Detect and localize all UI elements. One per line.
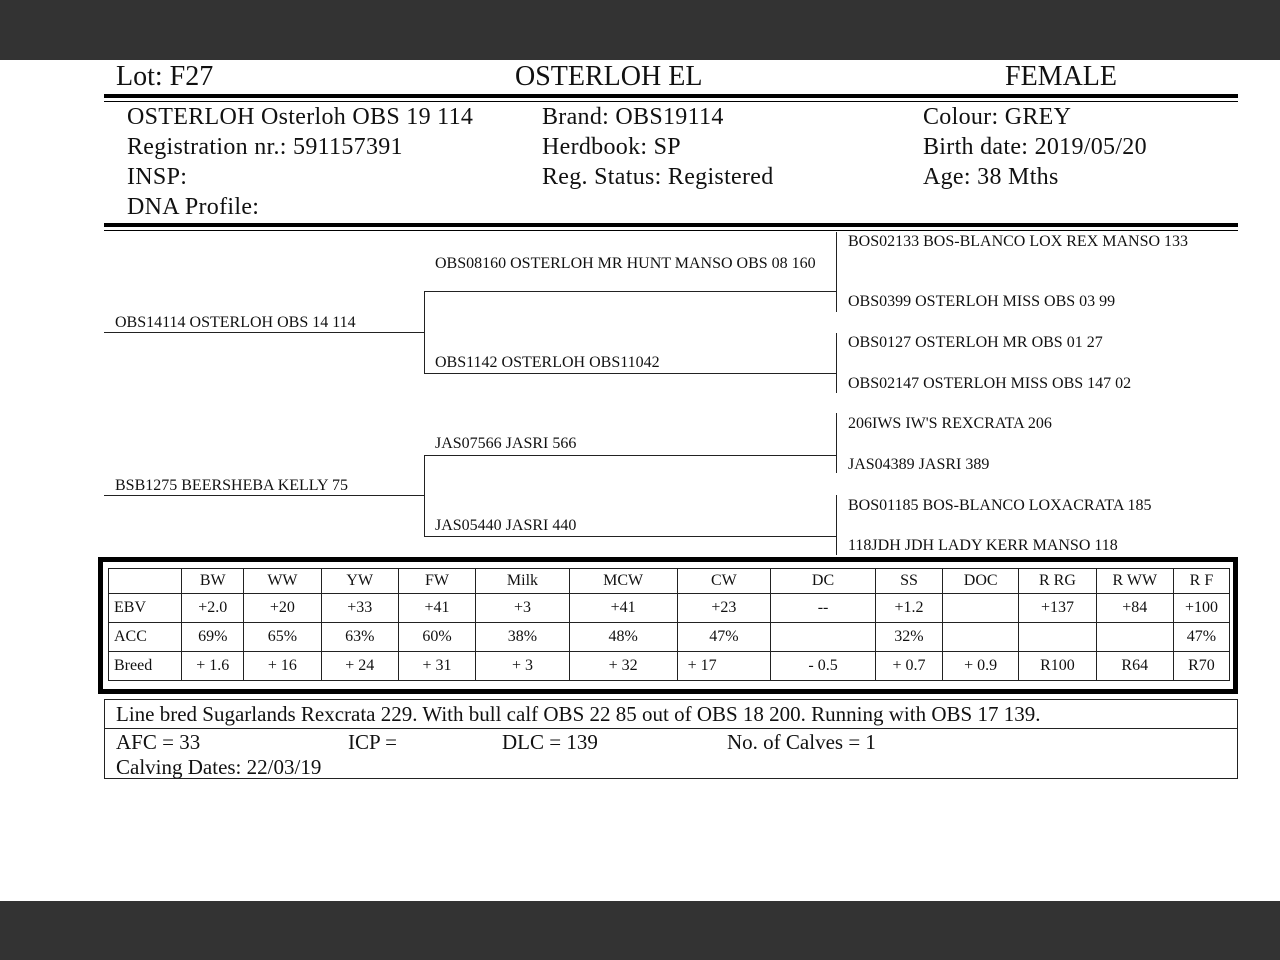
ebv-header-cell: BW xyxy=(182,569,244,594)
acc-cell xyxy=(1096,623,1173,652)
reg-status: Reg. Status: Registered xyxy=(542,164,774,190)
ebv-header-cell: R F xyxy=(1173,569,1229,594)
lot-number: Lot: F27 xyxy=(116,61,214,92)
ebv-header-cell: R RG xyxy=(1019,569,1096,594)
insp: INSP: xyxy=(127,164,188,190)
breed-cell: - 0.5 xyxy=(771,652,876,681)
acc-cell: 32% xyxy=(875,623,942,652)
ebv-cell: +2.0 xyxy=(182,594,244,623)
acc-cell: 38% xyxy=(476,623,570,652)
ebv-header-cell: WW xyxy=(244,569,321,594)
animal-sex: FEMALE xyxy=(1005,61,1117,92)
afc-value: AFC = 33 xyxy=(116,730,201,754)
ebv-cell: -- xyxy=(771,594,876,623)
ebv-row xyxy=(109,594,1230,623)
ebv-cell xyxy=(943,594,1019,623)
acc-row xyxy=(109,623,1230,652)
ebv-header-cell: DC xyxy=(771,569,876,594)
ebv-header-row xyxy=(109,569,1230,594)
pedigree-dam: BSB1275 BEERSHEBA KELLY 75 xyxy=(115,477,348,494)
header-rule-thin xyxy=(104,101,1238,102)
ebv-header-cell: FW xyxy=(398,569,475,594)
bottom-dark-bar xyxy=(0,901,1280,960)
pedigree-ggp-1: BOS02133 BOS-BLANCO LOX REX MANSO 133 xyxy=(848,233,1189,250)
breed-cell: R100 xyxy=(1019,652,1096,681)
breed-cell: + 31 xyxy=(398,652,475,681)
acc-cell xyxy=(1019,623,1096,652)
breed-cell: Breed xyxy=(109,652,182,681)
breed-cell: + 1.6 xyxy=(182,652,244,681)
animal-name: OSTERLOH EL xyxy=(515,61,703,92)
colour: Colour: GREY xyxy=(923,104,1072,130)
ebv-cell: +100 xyxy=(1173,594,1229,623)
notes-divider xyxy=(105,728,1237,729)
breed-cell: R64 xyxy=(1096,652,1173,681)
top-dark-bar xyxy=(0,0,1280,60)
ebv-header-cell: MCW xyxy=(569,569,677,594)
info-rule-thick xyxy=(104,223,1238,227)
acc-cell: 60% xyxy=(398,623,475,652)
dna-profile: DNA Profile: xyxy=(127,194,260,220)
ebv-table xyxy=(108,568,1230,681)
ebv-header-cell: R WW xyxy=(1096,569,1173,594)
pedigree-ggp-6: JAS04389 JASRI 389 xyxy=(848,456,990,473)
acc-cell xyxy=(943,623,1019,652)
ebv-cell: +41 xyxy=(569,594,677,623)
info-rule-thin xyxy=(104,230,1238,231)
comment-text: Line bred Sugarlands Rexcrata 229. With bull calf OBS 22 85 out of OBS 18 200. Running with OBS 17 139. xyxy=(116,702,1041,726)
acc-cell: 69% xyxy=(182,623,244,652)
pedigree-ggp-7: BOS01185 BOS-BLANCO LOXACRATA 185 xyxy=(848,497,1152,514)
ebv-cell: +41 xyxy=(398,594,475,623)
header-rule-thick xyxy=(104,94,1238,98)
ebv-header-cell: SS xyxy=(875,569,942,594)
pedigree-dam-sire: JAS07566 JASRI 566 xyxy=(435,435,577,452)
pedigree-ggp-3: OBS0127 OSTERLOH MR OBS 01 27 xyxy=(848,334,1103,351)
ebv-cell: +23 xyxy=(677,594,771,623)
ebv-cell: +84 xyxy=(1096,594,1173,623)
breed-cell: + 0.7 xyxy=(875,652,942,681)
icp-value: ICP = xyxy=(348,730,397,754)
ebv-cell: +3 xyxy=(476,594,570,623)
birth-date: Birth date: 2019/05/20 xyxy=(923,134,1147,160)
calving-dates: Calving Dates: 22/03/19 xyxy=(116,755,322,779)
breed-cell: R70 xyxy=(1173,652,1229,681)
pedigree-ggp-2: OBS0399 OSTERLOH MISS OBS 03 99 xyxy=(848,293,1116,310)
calves-count: No. of Calves = 1 xyxy=(727,730,876,754)
ebv-header-cell: DOC xyxy=(943,569,1019,594)
ebv-header-cell: CW xyxy=(677,569,771,594)
acc-cell: 63% xyxy=(321,623,398,652)
herdbook: Herdbook: SP xyxy=(542,134,681,160)
breed-cell: + 17 xyxy=(677,652,771,681)
acc-cell: ACC xyxy=(109,623,182,652)
acc-cell: 48% xyxy=(569,623,677,652)
pedigree-sire-sire: OBS08160 OSTERLOH MR HUNT MANSO OBS 08 160 xyxy=(435,255,816,272)
breed-row xyxy=(109,652,1230,681)
ebv-cell: +1.2 xyxy=(875,594,942,623)
ebv-header-cell xyxy=(109,569,182,594)
brand: Brand: OBS19114 xyxy=(542,104,724,130)
ebv-cell: +33 xyxy=(321,594,398,623)
pedigree-ggp-8: 118JDH JDH LADY KERR MANSO 118 xyxy=(848,537,1118,554)
acc-cell: 65% xyxy=(244,623,321,652)
dlc-value: DLC = 139 xyxy=(502,730,598,754)
ebv-cell: EBV xyxy=(109,594,182,623)
pedigree-sire: OBS14114 OSTERLOH OBS 14 114 xyxy=(115,314,356,331)
ebv-cell: +137 xyxy=(1019,594,1096,623)
pedigree-ggp-5: 206IWS IW'S REXCRATA 206 xyxy=(848,415,1052,432)
pedigree-ggp-4: OBS02147 OSTERLOH MISS OBS 147 02 xyxy=(848,375,1132,392)
breed-cell: + 24 xyxy=(321,652,398,681)
registration-number: Registration nr.: 591157391 xyxy=(127,134,403,160)
notes-box xyxy=(104,699,1238,779)
age: Age: 38 Mths xyxy=(923,164,1059,190)
breed-cell: + 0.9 xyxy=(943,652,1019,681)
acc-cell xyxy=(771,623,876,652)
breed-cell: + 32 xyxy=(569,652,677,681)
breed-cell: + 16 xyxy=(244,652,321,681)
acc-cell: 47% xyxy=(677,623,771,652)
pedigree-dam-dam: JAS05440 JASRI 440 xyxy=(435,517,577,534)
acc-cell: 47% xyxy=(1173,623,1229,652)
ebv-cell: +20 xyxy=(244,594,321,623)
pedigree-sire-dam: OBS1142 OSTERLOH OBS11042 xyxy=(435,354,660,371)
ebv-header-cell: YW xyxy=(321,569,398,594)
breed-cell: + 3 xyxy=(476,652,570,681)
ebv-header-cell: Milk xyxy=(476,569,570,594)
full-name: OSTERLOH Osterloh OBS 19 114 xyxy=(127,104,474,130)
